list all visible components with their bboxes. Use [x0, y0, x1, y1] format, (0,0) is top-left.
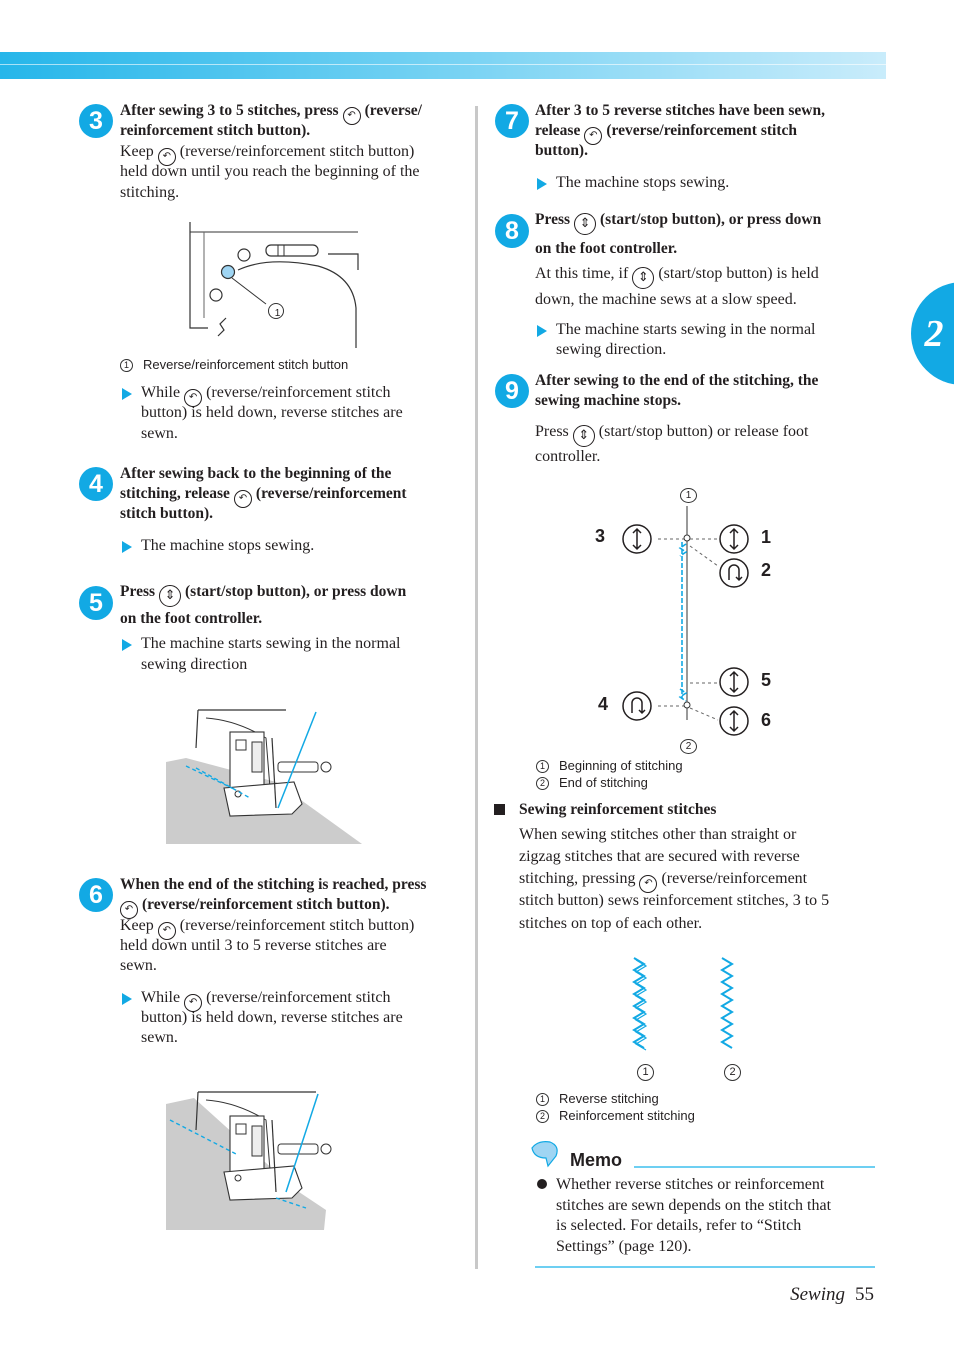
page-footer: Sewing 55 — [790, 1284, 874, 1305]
reverse-reinforcement-icon: ↶ — [184, 389, 202, 407]
reinforce-text-line5: stitches on top of each other. — [519, 915, 703, 932]
step8-result-line1: The machine starts sewing in the normal — [535, 320, 815, 341]
start-stop-icon: ⇕ — [159, 585, 181, 607]
step5-result-line1: The machine starts sewing in the normal — [120, 634, 400, 655]
reinforce-text-line3: stitching, pressing ↶ (reverse/reinforcement — [519, 869, 807, 893]
step-number-7: 7 — [495, 104, 529, 138]
reinforce-text-line4: stitch button) sews reinforcement stitches, 3 to 5 — [519, 892, 830, 909]
memo-bullet — [537, 1179, 547, 1189]
step6-heading-line2: ↶ (reverse/reinforcement stitch button). — [120, 895, 390, 919]
presser-foot-illustration-1 — [166, 708, 366, 844]
step6-result-line2: button) is held down, reverse stitches are — [141, 1009, 403, 1026]
step3-text-line3: stitching. — [120, 184, 180, 201]
header-band — [0, 52, 886, 79]
step8-text-line2: down, the machine sews at a slow speed. — [535, 291, 797, 308]
diagram-label-5: 5 — [761, 670, 772, 690]
step6-text-line3: sewn. — [120, 957, 157, 974]
step5-result-line2: sewing direction — [141, 656, 248, 673]
memo-text-line1: Whether reverse stitches or reinforcement — [556, 1176, 825, 1193]
machine-front-illustration — [178, 218, 363, 353]
stitch-sequence-diagram — [590, 484, 790, 744]
step-number-9: 9 — [495, 374, 529, 408]
step9-text-line1: Press ⇕ (start/stop button) or release foot — [535, 422, 809, 447]
callout-1: 1 — [274, 308, 281, 319]
callout-reinforcement: 2 — [724, 1064, 741, 1081]
step4-heading-line3: stitch button). — [120, 505, 214, 522]
step8-result-line2: sewing direction. — [556, 341, 667, 358]
memo-text-line3: is selected. For details, refer to “Stitch — [556, 1217, 802, 1234]
step8-text-line1: At this time, if ⇕ (start/stop button) is held — [535, 264, 819, 289]
step5-heading-line2: on the foot controller. — [120, 610, 263, 627]
step4-heading-line2: stitching, release ↶ (reverse/reinforcement — [120, 484, 407, 508]
stitch-caption-2: 2 Reinforcement stitching — [536, 1107, 695, 1124]
chapter-tab: 2 — [911, 282, 954, 385]
diagram-caption-1: 1 Beginning of stitching — [536, 757, 683, 774]
stitch-caption-1: 1 Reverse stitching — [536, 1090, 659, 1107]
step5-heading-line1: Press ⇕ (start/stop button), or press down — [120, 582, 406, 607]
step-number-8: 8 — [495, 214, 529, 248]
zigzag-stitch-samples — [626, 954, 746, 1056]
step6-text-line1: Keep ↶ (reverse/reinforcement stitch button) — [120, 916, 414, 940]
step-number-6: 6 — [79, 878, 113, 912]
start-stop-icon: ⇕ — [573, 425, 595, 447]
section-bullet — [494, 804, 505, 815]
step9-text-line2: controller. — [535, 448, 601, 465]
step8-heading-line2: on the foot controller. — [535, 240, 678, 257]
memo-icon — [528, 1138, 562, 1170]
presser-foot-illustration-2 — [166, 1090, 366, 1230]
diagram-label-1: 1 — [761, 527, 772, 547]
column-divider — [475, 106, 478, 1269]
step3-result-line2: button) is held down, reverse stitches are — [141, 404, 403, 421]
reverse-reinforcement-icon: ↶ — [120, 901, 138, 919]
start-stop-icon: ⇕ — [632, 267, 654, 289]
step7-result: The machine stops sewing. — [535, 173, 729, 194]
figure-caption: 1 Reverse/reinforcement stitch button — [120, 356, 348, 373]
memo-title: Memo — [570, 1150, 623, 1170]
reinforce-heading: Sewing reinforcement stitches — [519, 801, 717, 818]
step6-heading-line1: When the end of the stitching is reached, press — [120, 876, 427, 893]
step3-result-line1: While ↶ (reverse/reinforcement stitch — [120, 383, 390, 407]
reinforce-text-line1: When sewing stitches other than straight or — [519, 826, 797, 843]
step4-heading-line1: After sewing back to the beginning of the — [120, 465, 392, 482]
step3-text-line1: Keep ↶ (reverse/reinforcement stitch button) — [120, 142, 414, 166]
diagram-label-6: 6 — [761, 710, 772, 730]
step3-result-line3: sewn. — [141, 425, 178, 442]
step-number-4: 4 — [79, 467, 113, 501]
step9-heading-line1: After sewing to the end of the stitching, the — [535, 372, 819, 389]
reverse-reinforcement-icon: ↶ — [184, 994, 202, 1012]
memo-rule-bottom — [535, 1266, 875, 1268]
step4-result: The machine stops sewing. — [120, 536, 314, 557]
reverse-reinforcement-icon: ↶ — [639, 875, 657, 893]
step7-heading-line3: button). — [535, 142, 588, 159]
step6-text-line2: held down until 3 to 5 reverse stitches are — [120, 937, 387, 954]
step7-heading-line1: After 3 to 5 reverse stitches have been sewn, — [535, 102, 825, 119]
step9-heading-line2: sewing machine stops. — [535, 392, 681, 409]
reinforce-text-line2: zigzag stitches that are secured with reverse — [519, 848, 800, 865]
step6-result-line3: sewn. — [141, 1029, 178, 1046]
reverse-reinforcement-icon: ↶ — [343, 107, 361, 125]
reverse-reinforcement-icon: ↶ — [158, 148, 176, 166]
memo-text-line4: Settings” (page 120). — [556, 1238, 692, 1255]
reverse-reinforcement-icon: ↶ — [584, 127, 602, 145]
step-number-3: 3 — [79, 104, 113, 138]
diagram-label-2: 2 — [761, 560, 772, 580]
step3-heading-line2: reinforcement stitch button). — [120, 122, 311, 139]
step8-heading-line1: Press ⇕ (start/stop button), or press down — [535, 210, 821, 235]
reverse-reinforcement-icon: ↶ — [158, 922, 176, 940]
step6-result-line1: While ↶ (reverse/reinforcement stitch — [120, 988, 390, 1012]
step-number-5: 5 — [79, 586, 113, 620]
memo-text-line2: stitches are sewn depends on the stitch that — [556, 1197, 832, 1214]
diagram-label-3: 3 — [595, 526, 606, 546]
step3-heading-line1: After sewing 3 to 5 stitches, press ↶ (reverse/ — [120, 101, 422, 125]
diagram-label-4: 4 — [598, 694, 609, 714]
callout-beginning: 1 — [680, 488, 697, 503]
callout-end: 2 — [680, 739, 697, 754]
callout-reverse: 1 — [637, 1064, 654, 1081]
reverse-reinforcement-icon: ↶ — [234, 490, 252, 508]
start-stop-icon: ⇕ — [574, 213, 596, 235]
step7-heading-line2: release ↶ (reverse/reinforcement stitch — [535, 121, 797, 145]
diagram-caption-2: 2 End of stitching — [536, 774, 648, 791]
memo-rule-top — [634, 1166, 875, 1168]
step3-text-line2: held down until you reach the beginning of the — [120, 163, 420, 180]
